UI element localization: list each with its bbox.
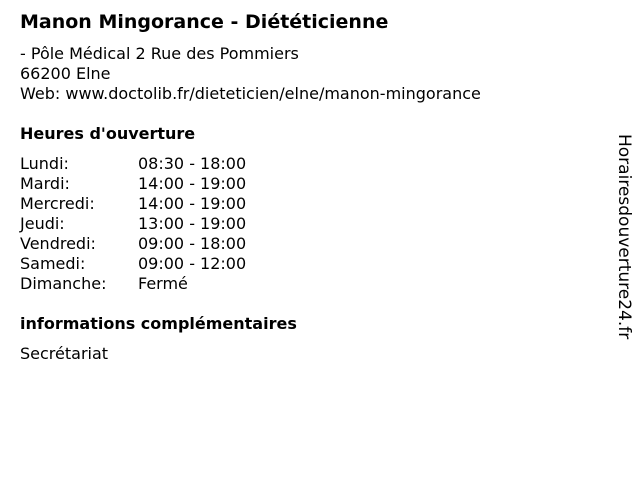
hours-value: 13:00 - 19:00 xyxy=(138,214,247,233)
day-label: Mardi: xyxy=(20,174,70,193)
hours-value: 14:00 - 19:00 xyxy=(138,174,247,193)
additional-info-text: Secrétariat xyxy=(20,344,109,363)
day-label: Dimanche: xyxy=(20,274,107,293)
additional-info-heading: informations complémentaires xyxy=(20,314,297,333)
day-label: Samedi: xyxy=(20,254,86,273)
page-title: Manon Mingorance - Diététicienne xyxy=(20,11,389,33)
hours-value: Fermé xyxy=(138,274,188,293)
day-label: Lundi: xyxy=(20,154,69,173)
site-watermark: Horairesdouverture24.fr xyxy=(614,134,634,340)
day-label: Jeudi: xyxy=(20,214,65,233)
opening-hours-heading: Heures d'ouverture xyxy=(20,124,196,143)
day-label: Vendredi: xyxy=(20,234,96,253)
hours-value: 09:00 - 12:00 xyxy=(138,254,247,273)
website-line: Web: www.doctolib.fr/dieteticien/elne/manon-mingorance xyxy=(20,84,481,103)
hours-value: 09:00 - 18:00 xyxy=(138,234,247,253)
hours-value: 14:00 - 19:00 xyxy=(138,194,247,213)
day-label: Mercredi: xyxy=(20,194,95,213)
address-city: 66200 Elne xyxy=(20,64,111,83)
address-block xyxy=(20,44,481,104)
address-street: - Pôle Médical 2 Rue des Pommiers xyxy=(20,44,299,63)
hours-value: 08:30 - 18:00 xyxy=(138,154,247,173)
